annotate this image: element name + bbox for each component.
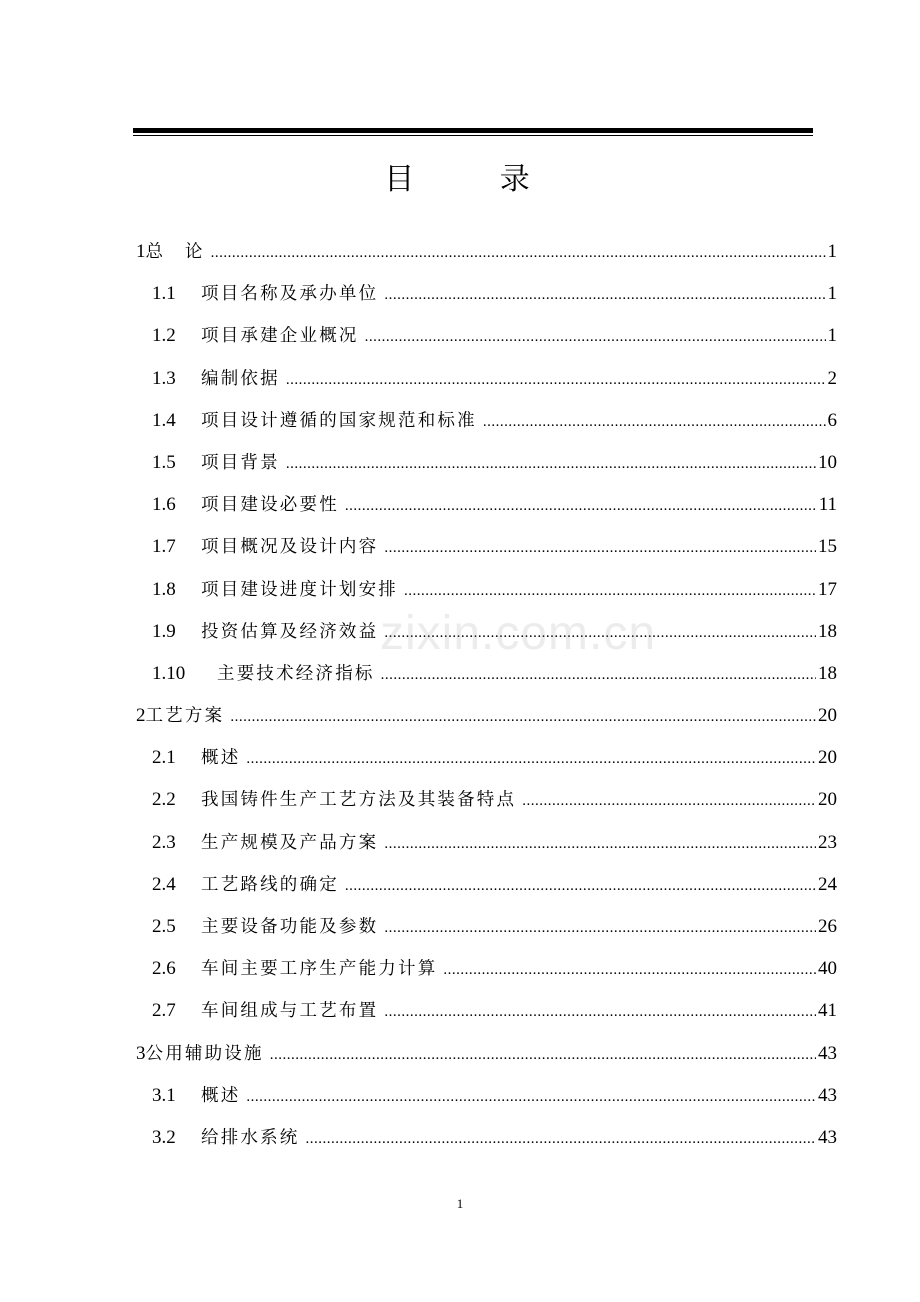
toc-entry[interactable]: [136, 744, 837, 786]
toc-entry[interactable]: [136, 786, 837, 828]
toc-entry[interactable]: [136, 491, 837, 533]
header-rule-thin: [133, 135, 813, 136]
toc-dot-leader: [286, 372, 826, 389]
toc-entry-number: 3.2: [152, 1126, 176, 1148]
toc-dot-leader: [384, 836, 816, 853]
toc-entry-page: 11: [818, 494, 837, 516]
toc-entry-page: 1: [827, 241, 837, 262]
toc-entry-page: 10: [818, 451, 837, 473]
toc-dot-leader: [345, 878, 816, 895]
toc-dot-leader: [443, 962, 816, 979]
toc-entry-number: 2.4: [152, 873, 176, 895]
toc-entry-title: 生产规模及产品方案: [201, 832, 379, 853]
toc-dot-leader: [246, 1089, 816, 1106]
toc-entry-number: 2.7: [152, 1000, 176, 1022]
toc-entry-title: 项目名称及承办单位: [201, 284, 379, 305]
toc-entry[interactable]: [136, 955, 837, 997]
header-rule-thick: [133, 128, 813, 133]
toc-entry-title: 项目建设进度计划安排: [201, 579, 398, 600]
toc-entry-page: 43: [818, 1084, 837, 1106]
document-title: 目 录: [384, 162, 568, 197]
toc-entry[interactable]: [136, 322, 837, 364]
toc-entry[interactable]: [136, 702, 837, 744]
toc-entry[interactable]: [136, 449, 837, 491]
toc-dot-leader: [306, 1131, 817, 1148]
toc-dot-leader: [384, 540, 816, 557]
toc-entry[interactable]: [136, 660, 837, 702]
toc-dot-leader: [211, 245, 826, 262]
toc-entry[interactable]: [136, 997, 837, 1039]
watermark: zixin.com.cn: [380, 607, 657, 660]
toc-entry-page: 41: [818, 1000, 837, 1022]
toc-entry-page: 18: [818, 620, 837, 642]
toc-entry-number: 1.10: [152, 662, 186, 684]
toc-entry-number: 2.1: [152, 747, 176, 769]
toc-entry-page: 20: [818, 705, 837, 727]
toc-dot-leader: [522, 793, 816, 810]
toc-entry-page: 17: [818, 578, 837, 600]
toc-dot-leader: [384, 287, 825, 304]
toc-entry-number: 1.1: [152, 283, 176, 305]
toc-dot-leader: [365, 329, 826, 346]
toc-entry-title: 工艺方案: [145, 706, 225, 727]
toc-entry[interactable]: [136, 1040, 837, 1082]
toc-entry-page: 20: [818, 747, 837, 769]
toc-entry-number: 1: [136, 241, 146, 262]
toc-dot-leader: [345, 498, 817, 515]
toc-entry-title: 车间主要工序生产能力计算: [201, 959, 438, 980]
toc-dot-leader: [230, 709, 816, 726]
toc-entry[interactable]: [136, 1124, 837, 1166]
toc-entry-title: 车间组成与工艺布置: [201, 1001, 379, 1022]
toc-entry-title: 我国铸件生产工艺方法及其装备特点: [201, 790, 517, 811]
toc-entry-title: 总 论: [145, 242, 205, 262]
toc-dot-leader: [404, 583, 816, 600]
toc-entry-title: 公用辅助设施: [145, 1043, 264, 1064]
toc-entry-title: 项目承建企业概况: [201, 326, 359, 347]
table-of-contents: [136, 238, 837, 1166]
toc-dot-leader: [270, 1047, 816, 1064]
toc-entry-title: 项目背景: [201, 452, 280, 473]
toc-dot-leader: [381, 667, 816, 684]
toc-entry-title: 投资估算及经济效益: [201, 621, 379, 642]
toc-entry-title: 工艺路线的确定: [201, 874, 339, 895]
toc-entry[interactable]: [136, 365, 837, 407]
toc-entry-number: 1.3: [152, 367, 176, 389]
toc-entry-number: 3.1: [152, 1084, 176, 1106]
toc-dot-leader: [384, 920, 816, 937]
toc-entry-number: 2: [136, 705, 146, 727]
toc-entry[interactable]: [136, 407, 837, 449]
toc-entry-page: 24: [818, 873, 837, 895]
toc-entry-title: 项目设计遵循的国家规范和标准: [201, 410, 477, 431]
toc-entry-page: 23: [818, 831, 837, 853]
toc-dot-leader: [286, 456, 816, 473]
toc-entry-title: 概述: [201, 1085, 241, 1106]
toc-entry-number: 1.8: [152, 578, 176, 600]
toc-entry-page: 18: [818, 662, 837, 684]
toc-dot-leader: [384, 1004, 816, 1021]
toc-entry[interactable]: [136, 829, 837, 871]
toc-entry-page: 2: [827, 367, 837, 389]
toc-entry-title: 项目建设必要性: [201, 495, 339, 516]
toc-dot-leader: [246, 751, 816, 768]
toc-entry-number: 2.5: [152, 916, 176, 937]
toc-entry-number: 2.6: [152, 958, 176, 980]
toc-entry[interactable]: [136, 871, 837, 913]
toc-entry-number: 1.2: [152, 325, 176, 347]
toc-entry-number: 1.4: [152, 409, 176, 431]
toc-entry-title: 主要技术经济指标: [217, 663, 375, 684]
toc-entry-title: 项目概况及设计内容: [201, 537, 379, 558]
toc-entry[interactable]: [136, 280, 837, 322]
page-number: 1: [456, 1196, 464, 1211]
toc-entry-number: 2.3: [152, 831, 176, 853]
toc-entry[interactable]: [136, 913, 837, 955]
toc-entry-page: 6: [827, 409, 837, 431]
toc-entry-title: 主要设备功能及参数: [201, 917, 379, 937]
toc-entry-title: 概述: [201, 748, 241, 769]
toc-entry-number: 2.2: [152, 789, 176, 811]
toc-entry-number: 1.7: [152, 536, 176, 558]
toc-entry-number: 1.5: [152, 451, 176, 473]
toc-entry-title: 给排水系统: [201, 1127, 300, 1148]
toc-entry-page: 20: [818, 789, 837, 811]
toc-entry-page: 1: [827, 283, 837, 305]
toc-entry[interactable]: [136, 238, 837, 280]
toc-entry[interactable]: [136, 1082, 837, 1124]
toc-entry[interactable]: [136, 533, 837, 575]
toc-entry-number: 1.6: [152, 494, 176, 516]
toc-entry-page: 43: [818, 1042, 837, 1064]
toc-entry-page: 40: [818, 958, 837, 980]
toc-dot-leader: [483, 414, 826, 431]
toc-entry-number: 3: [136, 1042, 146, 1064]
toc-entry-page: 1: [827, 325, 837, 347]
toc-entry-page: 15: [818, 536, 837, 558]
toc-entry-title: 编制依据: [201, 368, 280, 389]
toc-entry-page: 43: [818, 1126, 837, 1148]
toc-entry-page: 26: [818, 916, 837, 937]
toc-entry-number: 1.9: [152, 620, 176, 642]
